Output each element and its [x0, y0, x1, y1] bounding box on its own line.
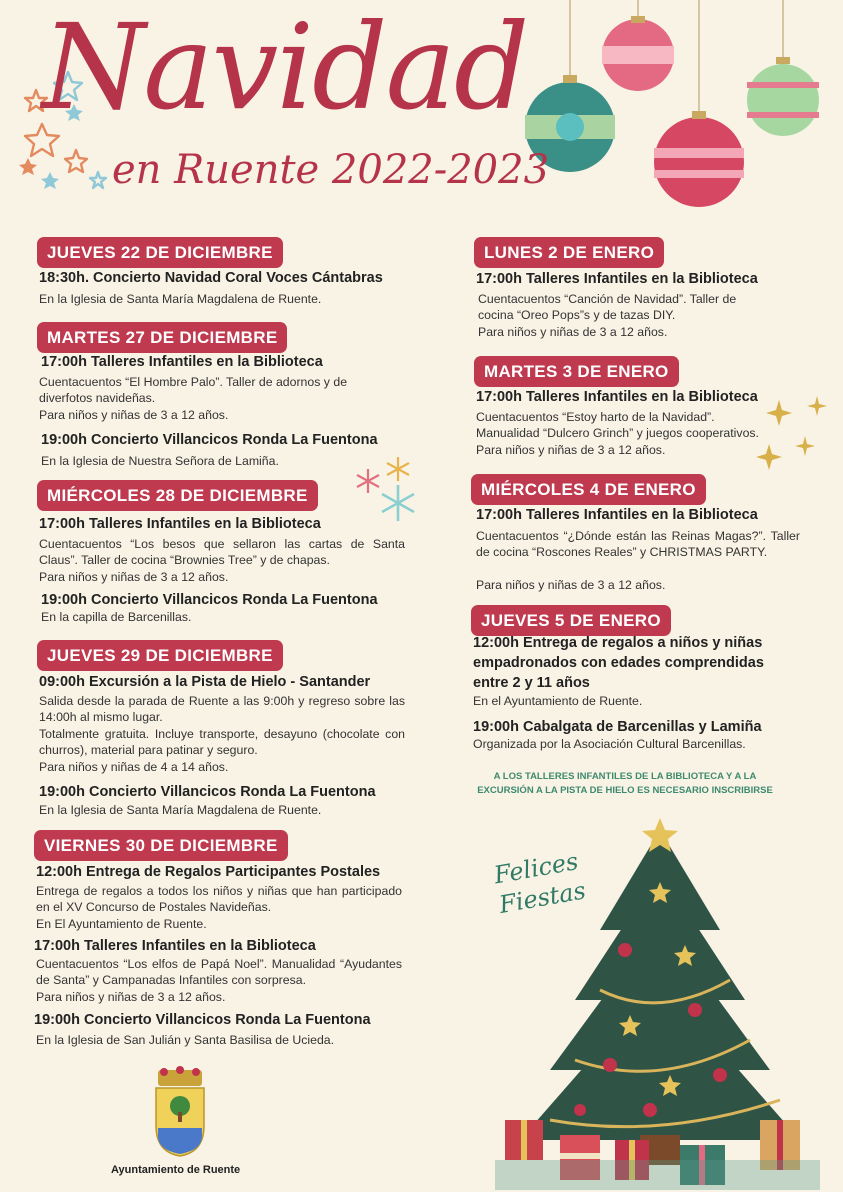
event-title: 17:00h Talleres Infantiles en la Biblioteca	[476, 271, 758, 287]
star-icon	[65, 150, 87, 172]
ornaments-decoration	[515, 0, 843, 215]
event-title: 18:30h. Concierto Navidad Coral Voces Cántabras	[39, 270, 383, 286]
date-header: MIÉRCOLES 4 DE ENERO	[471, 474, 706, 505]
date-header: LUNES 2 DE ENERO	[474, 237, 664, 268]
page-title: Navidad	[42, 0, 528, 136]
ornament-icon	[602, 16, 674, 91]
event-title: 19:00h Concierto Villancicos Ronda La Fuentona	[41, 432, 378, 448]
star-icon	[795, 436, 815, 456]
footer-organizer: Ayuntamiento de Ruente	[111, 1164, 241, 1176]
date-header: JUEVES 29 DE DICIEMBRE	[37, 640, 283, 671]
event-description: Para niños y niñas de 4 a 14 años.	[39, 760, 229, 774]
event-description: Entrega de regalos a todos los niños y niñas que han participado en el XV Concurso de Postales Navideñas.	[36, 884, 402, 915]
star-icon	[756, 444, 782, 470]
date-header: JUEVES 22 DE DICIEMBRE	[37, 237, 283, 268]
event-title: 17:00h Talleres Infantiles en la Biblioteca	[476, 389, 758, 405]
star-icon	[807, 396, 827, 416]
event-description: Cuentacuentos “Estoy harto de la Navidad”. Manualidad “Dulcero Grinch” y juegos cooperativos. Para niños y niñas de 3 a 12 años.	[476, 410, 759, 457]
event-title: 19:00h Cabalgata de Barcenillas y Lamiña	[473, 719, 762, 735]
tree-greeting: Felices Fiestas	[491, 847, 588, 919]
registration-notice: A LOS TALLERES INFANTILES DE LA BIBLIOTECA Y A LA EXCURSIÓN A LA PISTA DE HIELO ES NECESARIO INSCRIBIRSE	[477, 771, 773, 796]
date-header: MIÉRCOLES 28 DE DICIEMBRE	[37, 480, 318, 511]
event-title: 17:00h Talleres Infantiles en la Biblioteca	[41, 354, 323, 370]
gift-icon	[505, 1120, 543, 1160]
page-subtitle: en Ruente 2022-2023	[112, 147, 550, 193]
ornament-icon	[654, 111, 744, 207]
event-description: Totalmente gratuita. Incluye transporte, desayuno (chocolate con churros), material para patinar y seguro.	[39, 727, 405, 758]
event-description: Para niños y niñas de 3 a 12 años.	[478, 325, 668, 339]
event-description: En la Iglesia de Santa María Magdalena de Ruente.	[39, 292, 322, 306]
event-title: 17:00h Talleres Infantiles en la Biblioteca	[34, 938, 316, 954]
event-description: Para niños y niñas de 3 a 12 años.	[36, 990, 226, 1004]
star-icon	[766, 400, 792, 426]
event-title: 17:00h Talleres Infantiles en la Biblioteca	[476, 507, 758, 523]
event-title: 17:00h Talleres Infantiles en la Biblioteca	[39, 516, 321, 532]
date-header: VIERNES 30 DE DICIEMBRE	[34, 830, 288, 861]
date-header: MARTES 27 DE DICIEMBRE	[37, 322, 287, 353]
date-header: MARTES 3 DE ENERO	[474, 356, 679, 387]
event-description: Para niños y niñas de 3 a 12 años.	[476, 578, 666, 592]
event-description: Organizada por la Asociación Cultural Barcenillas.	[473, 737, 746, 751]
coat-of-arms-icon	[150, 1066, 210, 1158]
event-description: En El Ayuntamiento de Ruente.	[36, 917, 207, 931]
event-description: Salida desde la parada de Ruente a las 9:00h y regreso sobre las 14:00h al mismo lugar.	[39, 694, 405, 725]
event-description: En la Iglesia de San Julián y Santa Basilisa de Ucieda.	[36, 1033, 335, 1047]
event-title: 09:00h Excursión a la Pista de Hielo - Santander	[39, 674, 371, 690]
snowflake-icon	[357, 469, 379, 493]
event-description: Cuentacuentos “Canción de Navidad”. Taller de cocina “Oreo Pops”s y de tazas DIY.	[478, 292, 737, 323]
event-description	[39, 374, 384, 407]
event-title: 12:00h Entrega de regalos a niños y niñas empadronados con edades comprendidas entre 2 y 11 años	[473, 635, 764, 691]
event-description: En el Ayuntamiento de Ruente.	[473, 694, 643, 708]
event-title: 19:00h Concierto Villancicos Ronda La Fuentona	[41, 592, 378, 608]
event-description: En la Iglesia de Nuestra Señora de Lamiña.	[41, 454, 279, 468]
snowflake-icon	[382, 485, 414, 521]
event-description: Para niños y niñas de 3 a 12 años.	[39, 570, 229, 584]
snowflakes-decoration	[352, 455, 422, 523]
event-description: Para niños y niñas de 3 a 12 años.	[39, 408, 229, 422]
event-description: Cuentacuentos “¿Dónde están las Reinas Magas?”. Taller de cocina “Roscones Reales” y CHRISTMAS PARTY.	[476, 529, 800, 560]
event-description: Cuentacuentos “Los besos que sellaron las cartas de Santa Claus”. Taller de cocina “Brownies Tree” y de chapas.	[39, 537, 405, 568]
event-description: En la capilla de Barcenillas.	[41, 610, 192, 624]
gold-stars-decoration	[755, 392, 835, 472]
event-description: Cuentacuentos “Los elfos de Papá Noel”. Manualidad “Ayudantes de Santa” y Campanadas Infantiles con sorpresa.	[36, 957, 402, 988]
star-icon	[41, 172, 59, 189]
star-icon	[19, 158, 37, 175]
star-icon	[90, 172, 106, 188]
event-title: 12:00h Entrega de Regalos Participantes Postales	[36, 864, 381, 880]
ornament-icon	[747, 57, 819, 136]
description-line: Cuentacuentos “El Hombre Palo”. Taller de adornos y de diverfotos navideñas.	[39, 375, 348, 406]
event-title: 19:00h Concierto Villancicos Ronda La Fuentona	[39, 784, 376, 800]
snowflake-icon	[387, 457, 409, 481]
date-header: JUEVES 5 DE ENERO	[471, 605, 671, 636]
event-description: En la Iglesia de Santa María Magdalena de Ruente.	[39, 803, 322, 817]
event-title: 19:00h Concierto Villancicos Ronda La Fuentona	[34, 1012, 371, 1028]
